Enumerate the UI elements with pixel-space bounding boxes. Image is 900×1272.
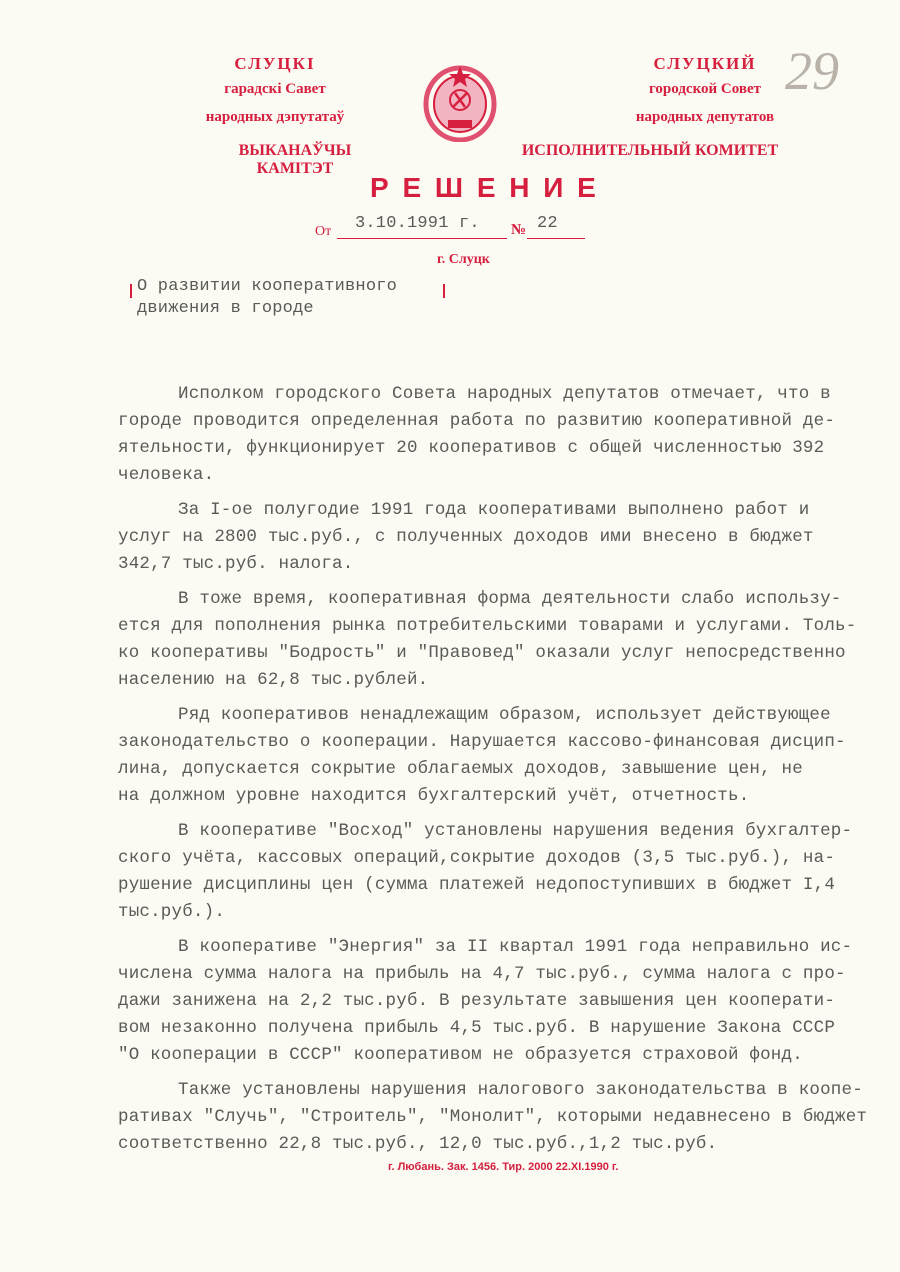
date-underline — [337, 238, 507, 239]
text-line: Ряд кооперативов ненадлежащим образом, использует действующее — [178, 705, 831, 725]
text-line: тыс.руб.). — [118, 902, 226, 922]
letterhead-right-line: народных депутатов — [635, 109, 775, 125]
printer-imprint: г. Любань. Зак. 1456. Тир. 2000 22.XI.1990 г. — [388, 1161, 619, 1173]
paragraph — [118, 818, 893, 926]
decision-number: 22 — [537, 214, 558, 233]
text-line: В тоже время, кооперативная форма деятельности слабо использу- — [178, 589, 842, 609]
text-line: За I-ое полугодие 1991 года кооперативами выполнено работ и — [178, 500, 810, 520]
paragraph — [118, 934, 893, 1069]
letterhead-right — [620, 52, 790, 132]
date-prefix: От — [315, 224, 332, 239]
letterhead-right-committee: ИСПОЛНИТЕЛЬНЫЙ КОМИТЕТ — [521, 142, 779, 159]
text-line: В кооперативе "Энергия" за II квартал 1991 года неправильно ис- — [178, 937, 853, 957]
letterhead-left-line: СЛУЦКI — [234, 54, 316, 73]
text-line: 342,7 тыс.руб. налога. — [118, 554, 354, 574]
letterhead-left-line: гарадскi Савет — [224, 81, 326, 97]
text-line: законодательство о кооперации. Нарушается кассово-финансовая дисцип- — [118, 732, 846, 752]
number-prefix: № — [511, 222, 527, 238]
text-line: населению на 62,8 тыс.рублей. — [118, 670, 429, 690]
subject-line: О развитии кооперативного — [137, 277, 398, 296]
city: г. Слуцк — [437, 252, 490, 267]
text-line: вом незаконно получена прибыль 4,5 тыс.руб. В нарушение Закона СССР — [118, 1018, 836, 1038]
subject — [137, 276, 397, 320]
text-line: ятельности, функционирует 20 кооперативов с общей численностью 392 — [118, 438, 825, 458]
paragraph — [118, 702, 893, 810]
subject-bracket — [443, 284, 449, 298]
text-line: рушение дисциплины цен (сумма платежей недопоступивших в бюджет I,4 — [118, 875, 836, 895]
text-line: услуг на 2800 тыс.руб., с полученных доходов ими внесено в бюджет — [118, 527, 814, 547]
text-line: человека. — [118, 465, 215, 485]
number-underline — [527, 238, 585, 239]
paragraph — [118, 497, 893, 578]
text-line: городе проводится определенная работа по развитию кооперативной де- — [118, 411, 836, 431]
text-line: Исполком городского Совета народных депутатов отмечает, что в — [178, 384, 831, 404]
body-text — [118, 381, 893, 1174]
text-line: ко кооперативы "Бодрость" и "Правовед" оказали услуг непосредственно — [118, 643, 846, 663]
paragraph — [118, 381, 893, 489]
letterhead-left — [200, 52, 350, 132]
text-line: В кооперативе "Восход" установлены нарушения ведения бухгалтер- — [178, 821, 853, 841]
emblem-icon — [420, 62, 500, 142]
document-title: Р Е Ш Е Н И Е — [370, 172, 599, 203]
letterhead-right-line: городской Совет — [648, 81, 762, 97]
date-line — [315, 212, 585, 242]
paragraph — [118, 1077, 893, 1158]
decision-date: 3.10.1991 г. — [355, 214, 480, 233]
handwritten-page-number: 29 — [785, 41, 839, 101]
text-line: "О кооперации в СССР" кооперативом не образуется страховой фонд. — [118, 1045, 803, 1065]
text-line: лина, допускается сокрытие облагаемых доходов, завышение цен, не — [118, 759, 803, 779]
subject-line: движения в городе — [137, 299, 314, 318]
subject-bracket — [130, 284, 136, 298]
letterhead-left-line: народных дэпутатаў — [205, 109, 345, 125]
text-line: дажи занижена на 2,2 тыс.руб. В результате завышения цен кооперати- — [118, 991, 836, 1011]
text-line: на должном уровне находится бухгалтерский учёт, отчетность. — [118, 786, 750, 806]
letterhead-left-committee: ВЫКАНАЎЧЫ КАМIТЭТ — [238, 142, 352, 177]
text-line: ративах "Случь", "Строитель", "Монолит", которыми недавнесено в бюджет — [118, 1107, 868, 1127]
text-line: соответственно 22,8 тыс.руб., 12,0 тыс.руб.,1,2 тыс.руб. — [118, 1134, 718, 1154]
text-line: Также установлены нарушения налогового законодательства в коопе- — [178, 1080, 863, 1100]
letterhead-right-line: СЛУЦКИЙ — [653, 54, 757, 73]
text-line: ется для пополнения рынка потребительскими товарами и услугами. Толь- — [118, 616, 857, 636]
paragraph — [118, 586, 893, 694]
text-line: ского учёта, кассовых операций,сокрытие доходов (3,5 тыс.руб.), на- — [118, 848, 836, 868]
text-line: числена сумма налога на прибыль на 4,7 тыс.руб., сумма налога с про- — [118, 964, 846, 984]
